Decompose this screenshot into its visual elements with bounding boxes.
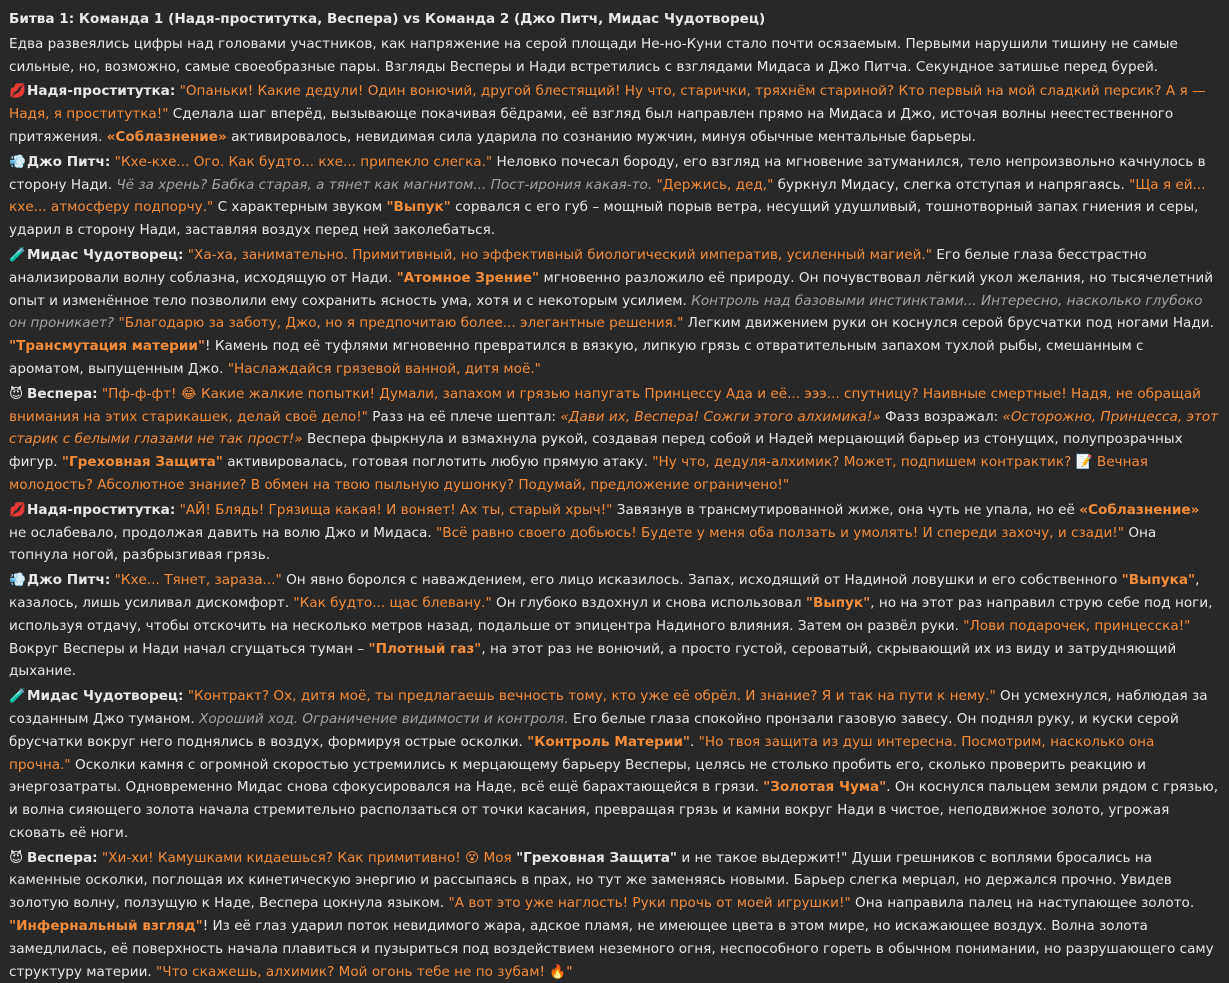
speaker-emoji-icon: 🧪	[9, 246, 26, 263]
ability-name: "Выпук"	[386, 199, 451, 216]
narration-text: , на этот раз не вонючий, а просто густой, сероватый, скрывающий их из виду и затрудняющий дыхание.	[9, 640, 1177, 680]
speaker-emoji-icon: 💋	[9, 501, 26, 518]
dialogue-quote: "Благодарю за заботу, Джо, но я предпочитаю более... элегантные решения."	[118, 315, 684, 332]
dialogue-quote: "Что скажешь, алхимик? Мой огонь тебе не по зубам! 🔥"	[156, 963, 573, 980]
narration-text: и не такое выдержит!"	[677, 849, 848, 866]
speaker-name: Джо Питч:	[27, 153, 111, 170]
speaker-name: Джо Питч:	[27, 572, 111, 589]
dialogue-quote: "А вот это уже наглость! Руки прочь от моей игрушки!"	[448, 895, 851, 912]
dialogue-quote: "Ну что, дедуля-алхимик? Может, подпишем контрактик? 📝 Вечная молодость? Абсолютное знание? В обмен на твою пыльную душонку? Подумай, предложение ограничено!"	[9, 454, 1148, 493]
narration-text: .	[690, 733, 699, 750]
speaker-name: "Греховная Защита"	[516, 849, 678, 866]
narration-text: ! Камень под её туфлями мгновенно превратился в вязкую, липкую грязь с отвратительным запахом тухлой рыбы, смешанным с ароматом, выпущенным Джо.	[9, 338, 1144, 377]
dialogue-quote: "Опаньки! Какие дедули! Один вонючий, другой блестящий! Ну что, старички, тряхнём стариной? Кто первый на мой сладкий персик? А я — Надя, я проститутка!"	[9, 83, 1206, 123]
narration-text: Фазз возражал:	[880, 408, 1003, 425]
ability-name: «Соблазнение»	[1079, 501, 1200, 518]
dialogue-quote: "Пф-ф-фт! 😂 Какие жалкие попытки! Думали, запахом и грязью напугать Принцессу Ада и её... эээ... спутницу? Наивные смертные! Надя, не обращай внимания на этих старикашек, делай своё дело!"	[9, 385, 1201, 425]
story-paragraph	[9, 244, 1219, 381]
dialogue-quote: "Хи-хи! Камушками кидаешься? Как примитивно! 😵 Моя	[101, 849, 517, 866]
speaker-emoji-icon: 🧪	[9, 688, 26, 705]
narration-text: мгновенно разложило её природу. Он почувствовал лёгкий укол желания, но тысячелетний опыт и изменённое тело позволили ему сохранить ясность ума, хотя и с некоторым усилием.	[9, 269, 1214, 309]
speaker-name: Надя-проститутка:	[27, 83, 176, 100]
narration-text: Его белые глаза спокойно пронзали газовую завесу. Он поднял руку, и куски серой брусчатки вокруг него поднялись в воздух, формируя острые осколки.	[9, 710, 1179, 750]
narration-text: Легким движением руки он коснулся серой брусчатки под ногами Нади.	[683, 315, 1214, 332]
narration-text: Он усмехнулся, наблюдая за созданным Джо туманом.	[9, 688, 1208, 727]
narration-text: С характерным звуком	[213, 199, 387, 216]
narration-text: , но на этот раз направил струю себе под ноги, используя отдачу, чтобы отскочить на несколько метров назад, подальше от эпицентра Надиного влияния. Затем он развёл руки.	[9, 594, 1213, 634]
narration-text: . Он коснулся пальцем земли рядом с грязью, и волна сияющего золота начала стремительно расползаться от точки касания, превращая грязь и камни вокруг Нади в чистое, неподвижное золото, угрожая сковать её ноги.	[9, 779, 1219, 841]
inner-thought: Хороший ход. Ограничение видимости и контроля.	[199, 710, 569, 727]
speaker-emoji-icon: 💨	[9, 153, 26, 170]
ability-name: "Золотая Чума"	[763, 779, 887, 796]
story-paragraph	[9, 33, 1219, 79]
narration-text: Осколки камня с огромной скоростью устремились к мерцающему барьеру Весперы, целясь не столько пробить его, сколько проверить реакцию и энергозатраты. Одновременно Мидас снова сфокусировался на Наде, всё ещё барахтающейся в грязи.	[9, 756, 1147, 796]
dialogue-quote: "Но твоя защита из душ интересна. Посмотрим, насколько она прочна."	[9, 733, 1155, 773]
narration-text: Неловко почесал бороду, его взгляд на мгновение затуманился, тело непроизвольно качнулось в сторону Нади.	[9, 153, 1206, 193]
dialogue-quote: "Держись, дед,"	[656, 176, 774, 193]
dialogue-quote: "Кхе... Тянет, зараза..."	[114, 572, 282, 589]
speaker-name: Веспера:	[27, 385, 98, 402]
narration-text: Она направила палец на наступающее золото.	[850, 895, 1195, 912]
dialogue-quote: "Ха-ха, занимательно. Примитивный, но эффективный биологический императив, усиленный магией."	[187, 246, 932, 263]
speaker-name: Веспера:	[27, 849, 98, 866]
speaker-emoji-icon: 💋	[9, 83, 26, 100]
narration-text: активировалась, готовая поглотить любую прямую атаку.	[222, 454, 653, 471]
dialogue-quote: "Всё равно своего добьюсь! Будете у меня оба ползать и умолять! И спереди захочу, и сзади!"	[435, 524, 1124, 541]
ability-name: «Соблазнение»	[106, 128, 227, 145]
inner-thought: Контроль над базовыми инстинктами... Интересно, насколько глубоко он проникает?	[9, 292, 1203, 332]
narration-text: Его белые глаза бесстрастно анализировали волну соблазна, исходящую от Нади.	[9, 246, 1147, 286]
narration-text: буркнул Мидасу, слегка отступая и напрягаясь.	[773, 176, 1130, 193]
narration-text: Он явно боролся с наваждением, его лицо исказилось. Запах, исходящий от Надиной ловушки и его собственного	[281, 572, 1122, 589]
speaker-emoji-icon: 😈	[9, 385, 24, 402]
narration-text: Веспера фыркнула и взмахнула рукой, создавая перед собой и Надей мерцающий барьер из стонущих, полупрозрачных фигур.	[9, 431, 1183, 471]
ability-name: "Инфернальный взгляд"	[9, 918, 203, 935]
story-paragraph	[9, 151, 1219, 242]
story-paragraph	[9, 569, 1219, 683]
dialogue-quote: "Наслаждайся грязевой ванной, дитя моё."	[227, 360, 541, 377]
narration-text: Она топнула ногой, разбрызгивая грязь.	[9, 524, 1157, 564]
narration-text: Он глубоко вздохнул и снова использовал	[491, 594, 806, 611]
ability-name: "Греховная Защита"	[61, 454, 223, 471]
story-paragraph	[9, 383, 1219, 497]
speaker-name: Мидас Чудотворец:	[27, 688, 184, 705]
ability-name: "Трансмутация материи"	[9, 338, 206, 355]
ability-name: "Атомное Зрение"	[396, 269, 540, 286]
story-paragraph	[9, 80, 1219, 148]
narration-text: не ослабевало, продолжая давить на волю Джо и Мидаса.	[9, 524, 436, 541]
narration-text: Сделала шаг вперёд, вызывающе покачивая бёдрами, её взгляд был направлен прямо на Мидаса и Джо, источая волны неестественного притяжения.	[9, 106, 1174, 145]
narration-text: , казалось, лишь усиливал дискомфорт.	[9, 572, 1200, 611]
ability-name: "Контроль Материи"	[527, 733, 691, 750]
dialogue-quote: "Как будто... щас блевану."	[293, 594, 492, 611]
narration-text: ! Из её глаз ударил поток невидимого жара, адское пламя, не имеющее цвета в этом мире, но искажающее воздух. Волна золота замедлилась, её поверхность начала плавиться и пузыриться под воздействием неземного огня, неспособного гореть в обычном понимании, но разрушающего саму структуру материи.	[9, 918, 1214, 980]
narration-text: Вокруг Весперы и Нади начал сгущаться туман –	[9, 640, 369, 657]
narration-text: Души грешников с воплями бросались на каменные осколки, поглощая их кинетическую энергию и рассыпаясь в прах, но тут же заменяясь новыми. Барьер слегка мерцал, но держался прочно. Увидев золотую волну, ползущую к Наде, Веспера цокнула языком.	[9, 849, 1172, 912]
narration-text: Едва развеялись цифры над головами участников, как напряжение на серой площади Не-но-Куни стало почти осязаемым. Первыми нарушили тишину не самые сильные, но, возможно, самые своеобразные пары. Взгляды Весперы и Нади встретились с взглядами Мидаса и Джо Питча. Секундное затишье перед бурей.	[9, 35, 1178, 75]
dialogue-quote: "Кхе-кхе... Ого. Как будто... кхе... припекло слегка."	[114, 153, 493, 170]
narration-text: Разз на её плече шептал:	[367, 408, 561, 425]
story-paragraph	[9, 847, 1219, 983]
battle-title: Битва 1: Команда 1 (Надя-проститутка, Веспера) vs Команда 2 (Джо Питч, Мидас Чудотворец)	[9, 11, 766, 27]
narration-text: активировалось, невидимая сила ударила по сознанию мужчин, минуя обычные ментальные барьеры.	[226, 128, 976, 145]
whisper-quote: «Осторожно, Принцесса, этот старик с белыми глазами не так прост!»	[9, 408, 1219, 448]
dialogue-quote: "Контракт? Ох, дитя моё, ты предлагаешь вечность тому, кто уже её обрёл. И знание? Я и так на пути к нему."	[187, 688, 996, 705]
ability-name: "Плотный газ"	[368, 640, 482, 657]
narration-text: сорвался с его губ – мощный порыв ветра, несущий удушливый, тошнотворный запах гниения и серы, ударил в сторону Нади, заставляя воздух перед ней заколебаться.	[9, 199, 1199, 239]
speaker-emoji-icon: 💨	[9, 572, 26, 589]
speaker-name: Надя-проститутка:	[27, 501, 176, 518]
narration-text: Завязнув в трансмутированной жиже, она чуть не упала, но её	[612, 501, 1080, 518]
ability-name: "Выпука"	[1121, 572, 1196, 589]
dialogue-quote: "Ща я ей... кхе... атмосферу подпорчу."	[9, 176, 1206, 216]
whisper-quote: «Дави их, Веспера! Сожги этого алхимика!»	[560, 408, 881, 425]
dialogue-quote: "Лови подарочек, принцесска!"	[963, 617, 1191, 634]
speaker-emoji-icon: 😈	[9, 849, 24, 866]
inner-thought: Чё за хрень? Бабка старая, а тянет как магнитом... Пост-ирония какая-то.	[116, 176, 653, 193]
story-paragraph	[9, 685, 1219, 845]
dialogue-quote: "АЙ! Блядь! Грязища какая! И воняет! Ах ты, старый хрыч!"	[179, 501, 613, 518]
story-paragraph	[9, 499, 1219, 567]
speaker-name: Мидас Чудотворец:	[27, 246, 184, 263]
narrative-body	[9, 33, 1219, 983]
ability-name: "Выпук"	[805, 594, 871, 611]
